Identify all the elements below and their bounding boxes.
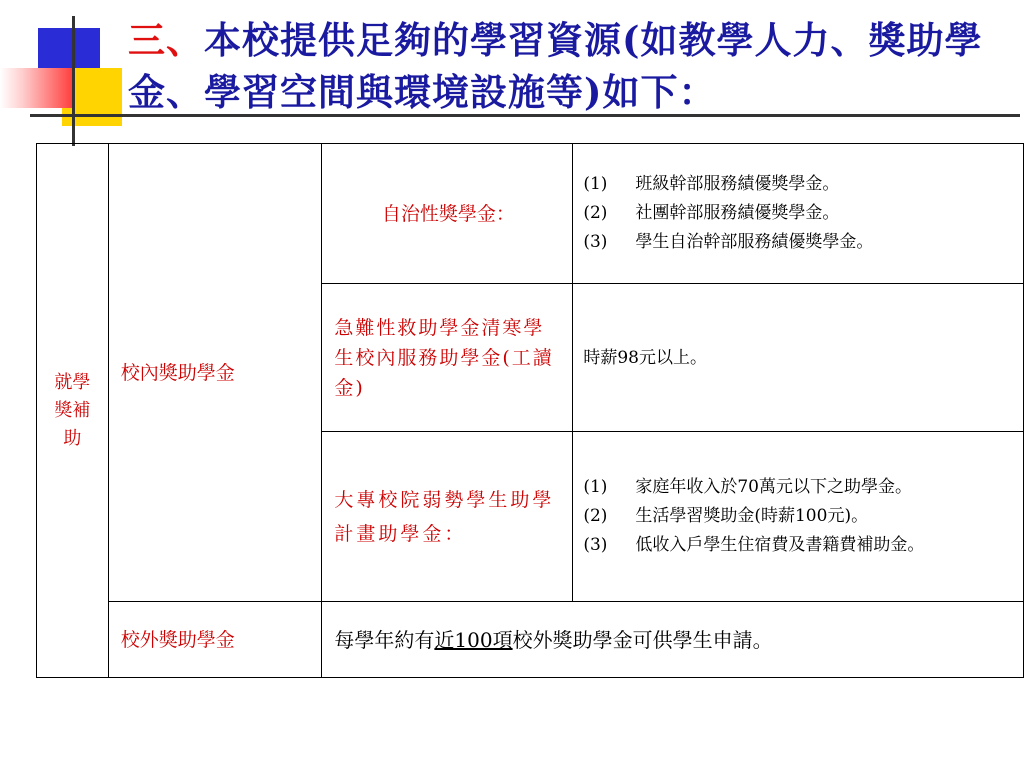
list-item: (1) 班級幹部服務績優獎學金。 xyxy=(583,174,840,194)
decor-red-gradient xyxy=(0,68,72,108)
row1-name: 自治性獎學金： xyxy=(322,144,573,284)
title-text: 本校提供足夠的學習資源(如教學人力、獎助學金、學習空間與環境設施等)如下： xyxy=(128,18,983,114)
category-label: 就學獎補助 xyxy=(54,371,91,449)
category-cell xyxy=(37,144,109,678)
table-row xyxy=(37,144,1024,284)
scholarship-table xyxy=(36,143,1024,678)
row1-detail xyxy=(573,144,1024,284)
out-school-detail xyxy=(322,602,1024,678)
in-school-label: 校內獎助學金 xyxy=(108,144,322,602)
list-item: (2) 社團幹部服務績優獎學金。 xyxy=(583,203,840,223)
out-school-label: 校外獎助學金 xyxy=(108,602,322,678)
row2-name: 急難性救助學金清寒學生校內服務助學金(工讀金) xyxy=(322,284,573,432)
out-school-text-pre: 每學年約有 xyxy=(334,627,435,652)
table-row xyxy=(37,602,1024,678)
list-item: (3) 學生自治幹部服務績優獎學金。 xyxy=(583,232,874,252)
out-school-text-post: 校外獎助學金可供學生申請。 xyxy=(512,627,773,652)
slide-title xyxy=(128,14,1018,118)
row2-detail: 時薪98元以上。 xyxy=(573,284,1024,432)
row3-name: 大專校院弱勢學生助學計畫助學金： xyxy=(322,432,573,602)
list-item: (1) 家庭年收入於70萬元以下之助學金。 xyxy=(583,477,912,497)
decor-vertical-line xyxy=(72,16,75,146)
row3-detail xyxy=(573,432,1024,602)
out-school-count: 近100項 xyxy=(434,627,513,652)
title-prefix: 三、 xyxy=(128,18,204,62)
list-item: (3) 低收入戶學生住宿費及書籍費補助金。 xyxy=(583,535,925,555)
list-item: (2) 生活學習獎助金(時薪100元)。 xyxy=(583,506,869,526)
